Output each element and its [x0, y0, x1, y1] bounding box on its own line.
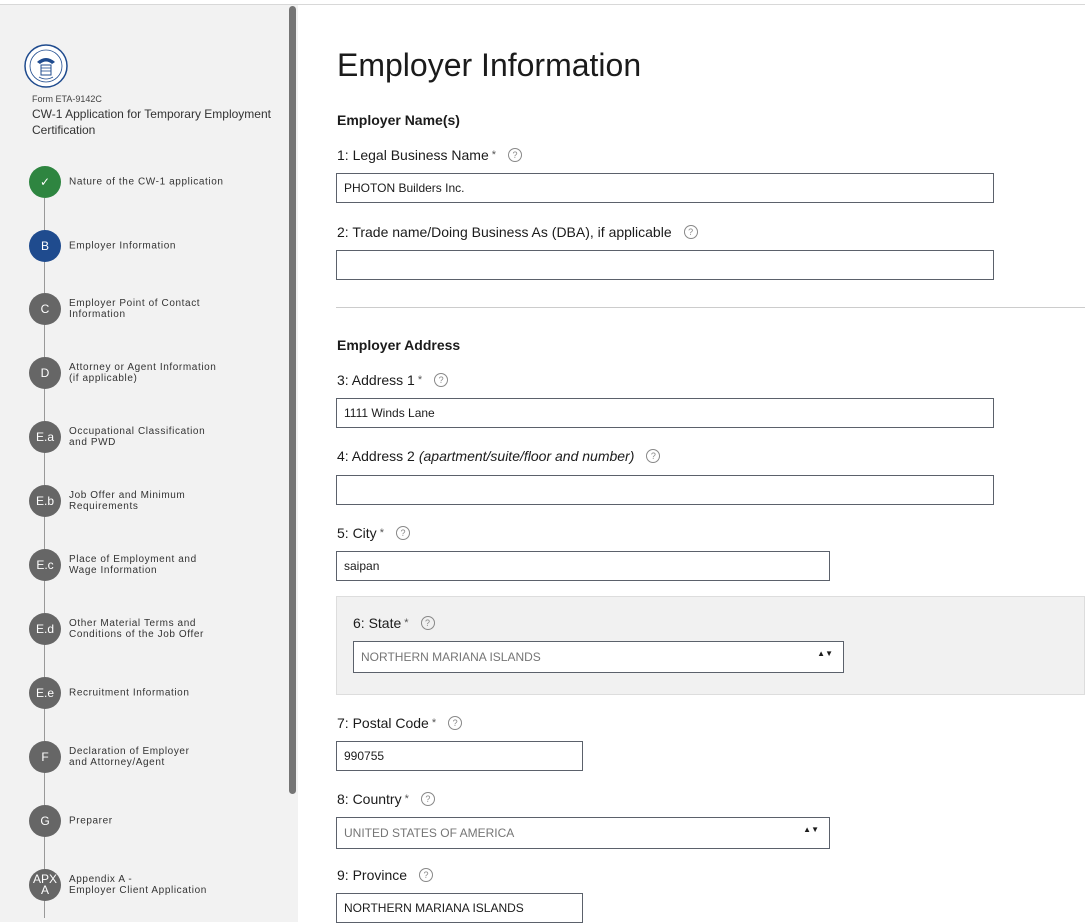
- trade-name-input[interactable]: [336, 250, 994, 280]
- sidebar-step-label: Declaration of Employer and Attorney/Agent: [69, 746, 190, 768]
- sidebar-step-label: Occupational Classification and PWD: [69, 426, 206, 448]
- step-badge: E.e: [29, 677, 61, 709]
- step-badge: E.d: [29, 613, 61, 645]
- sidebar-step-label: Preparer: [69, 815, 113, 827]
- sidebar-step-label: Nature of the CW-1 application: [69, 176, 224, 188]
- sidebar-step[interactable]: [29, 230, 289, 262]
- sidebar-step[interactable]: [29, 613, 289, 645]
- step-badge: G: [29, 805, 61, 837]
- sidebar-step-label: Place of Employment and Wage Information: [69, 554, 197, 576]
- select-arrow-icon: ▲▼: [817, 649, 833, 658]
- step-badge: B: [29, 230, 61, 262]
- sidebar-step-label: Other Material Terms and Conditions of the Job Offer: [69, 618, 204, 640]
- sidebar-step[interactable]: [29, 805, 289, 837]
- select-arrow-icon: ▲▼: [803, 825, 819, 834]
- step-badge: F: [29, 741, 61, 773]
- step-badge: E.b: [29, 485, 61, 517]
- sidebar-step-label: Job Offer and Minimum Requirements: [69, 490, 186, 512]
- state-label: 6: State * ?: [353, 615, 435, 631]
- sidebar: [0, 5, 298, 922]
- form-title: CW-1 Application for Temporary Employment Certification: [32, 107, 271, 137]
- help-icon[interactable]: ?: [448, 716, 462, 730]
- help-icon[interactable]: ?: [684, 225, 698, 239]
- province-label: 9: Province ?: [337, 867, 433, 883]
- sidebar-step[interactable]: [29, 357, 289, 389]
- help-icon[interactable]: ?: [421, 792, 435, 806]
- address2-label: 4: Address 2 (apartment/suite/floor and number) ?: [337, 448, 660, 464]
- section-employer-names: Employer Name(s): [337, 112, 460, 128]
- city-input[interactable]: saipan: [336, 551, 830, 581]
- sidebar-step[interactable]: [29, 166, 289, 198]
- section-employer-address: Employer Address: [337, 337, 461, 353]
- address2-input[interactable]: [336, 475, 994, 505]
- state-select[interactable]: NORTHERN MARIANA ISLANDS ▲▼: [353, 641, 844, 673]
- sidebar-step[interactable]: [29, 677, 289, 709]
- help-icon[interactable]: ?: [421, 616, 435, 630]
- step-badge: E.a: [29, 421, 61, 453]
- address1-input[interactable]: 1111 Winds Lane: [336, 398, 994, 428]
- help-icon[interactable]: ?: [434, 373, 448, 387]
- sidebar-step[interactable]: [29, 485, 289, 517]
- sidebar-step[interactable]: [29, 549, 289, 581]
- sidebar-step-label: Appendix A - Employer Client Application: [69, 874, 207, 896]
- help-icon[interactable]: ?: [419, 868, 433, 882]
- sidebar-step-label: Attorney or Agent Information (if applicable): [69, 362, 217, 384]
- section-divider: [336, 307, 1085, 308]
- city-label: 5: City * ?: [337, 525, 410, 541]
- province-input[interactable]: NORTHERN MARIANA ISLANDS: [336, 893, 583, 923]
- dol-seal-logo: [24, 44, 68, 88]
- address1-label: 3: Address 1 * ?: [337, 372, 448, 388]
- country-select[interactable]: UNITED STATES OF AMERICA ▲▼: [336, 817, 830, 849]
- sidebar-step[interactable]: [29, 869, 289, 901]
- sidebar-step-label: Employer Information: [69, 240, 177, 252]
- sidebar-step[interactable]: [29, 741, 289, 773]
- country-label: 8: Country * ?: [337, 791, 435, 807]
- step-badge: D: [29, 357, 61, 389]
- help-icon[interactable]: ?: [396, 526, 410, 540]
- help-icon[interactable]: ?: [646, 449, 660, 463]
- legal-name-label: 1: Legal Business Name * ?: [337, 147, 522, 163]
- postal-code-label: 7: Postal Code * ?: [337, 715, 462, 731]
- page-title: Employer Information: [337, 47, 642, 83]
- check-icon: ✓: [29, 166, 61, 198]
- sidebar-step-label: Employer Point of Contact Information: [69, 298, 201, 320]
- sidebar-step-label: Recruitment Information: [69, 687, 190, 699]
- postal-code-input[interactable]: 990755: [336, 741, 583, 771]
- legal-name-input[interactable]: PHOTON Builders Inc.: [336, 173, 994, 203]
- sidebar-scrollbar[interactable]: [289, 6, 296, 794]
- sidebar-step[interactable]: [29, 293, 289, 325]
- sidebar-step[interactable]: [29, 421, 289, 453]
- trade-name-label: 2: Trade name/Doing Business As (DBA), if applicable ?: [337, 224, 698, 240]
- form-number: Form ETA-9142C: [32, 94, 102, 104]
- step-badge: APX A: [29, 869, 61, 901]
- help-icon[interactable]: ?: [508, 148, 522, 162]
- step-badge: E.c: [29, 549, 61, 581]
- main-content: [298, 5, 1085, 922]
- step-badge: C: [29, 293, 61, 325]
